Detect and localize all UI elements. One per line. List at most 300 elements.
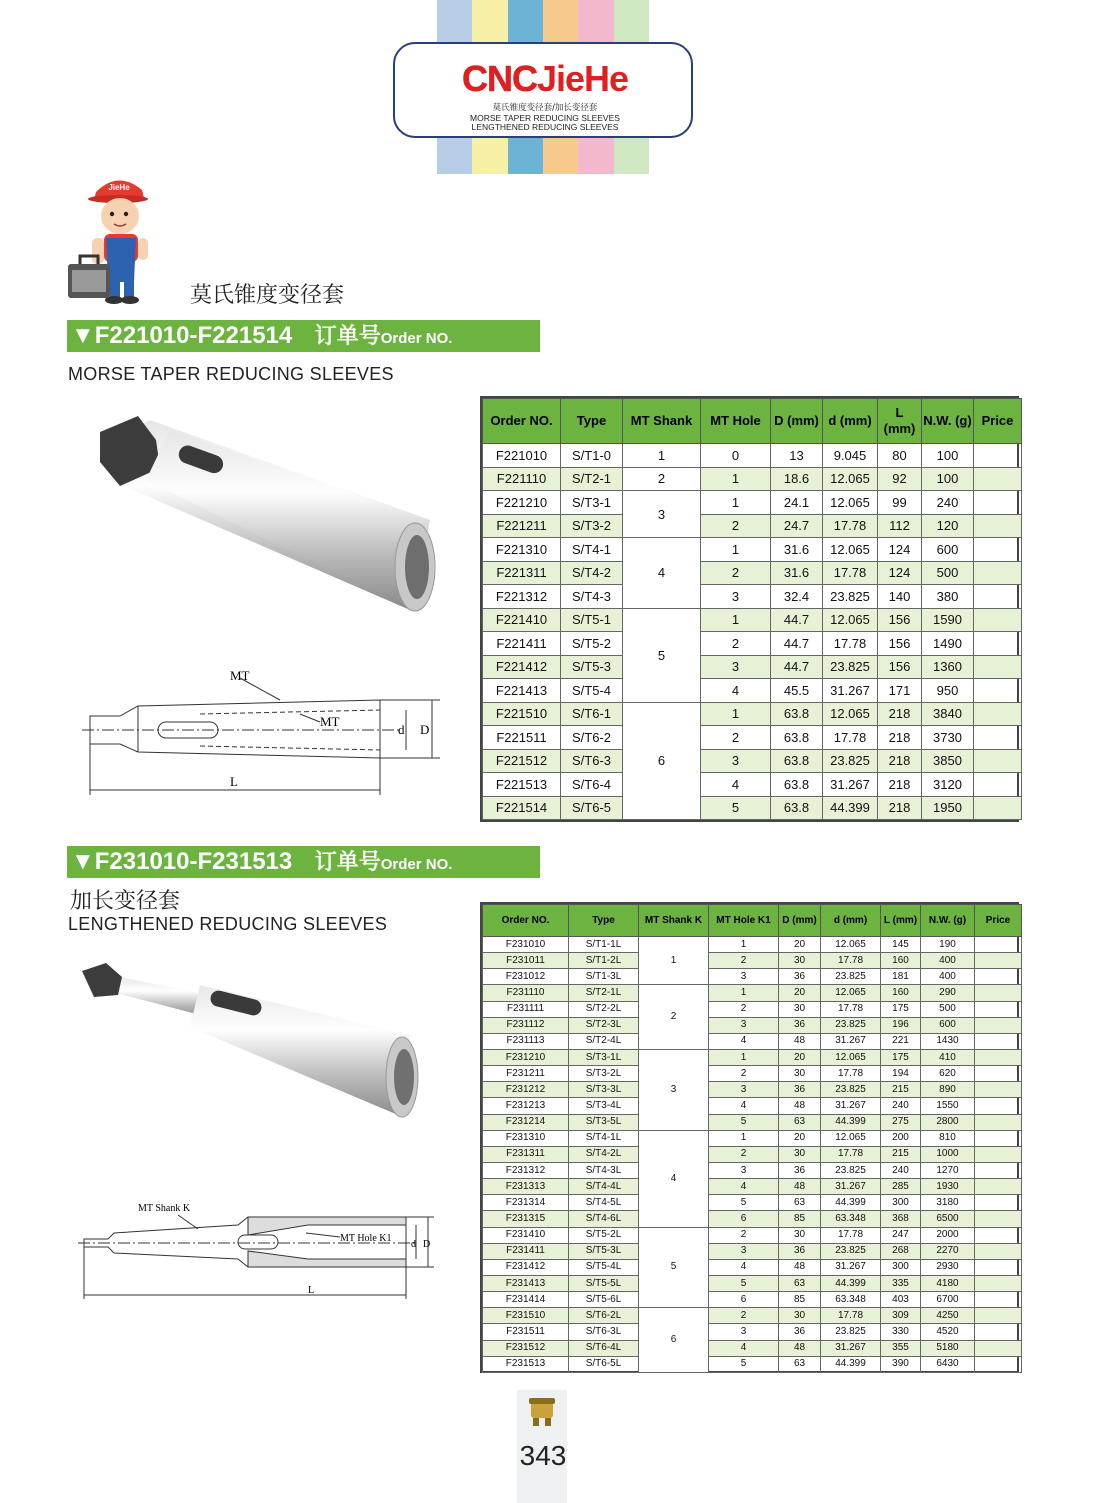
table2-row bbox=[483, 1195, 1022, 1211]
table1-cell: 63.8 bbox=[771, 773, 823, 797]
table1-cell: 12.065 bbox=[823, 538, 878, 562]
table2-cell: 4 bbox=[709, 1033, 779, 1049]
table1-cell: 99 bbox=[878, 491, 922, 515]
table1-cell: 240 bbox=[922, 491, 974, 515]
table2-row bbox=[483, 1146, 1022, 1162]
table1-row bbox=[483, 444, 1022, 468]
table1-cell bbox=[974, 702, 1022, 726]
drawing1-label-L: L bbox=[230, 774, 238, 789]
table1-cell bbox=[974, 773, 1022, 797]
table2-cell: 6430 bbox=[921, 1356, 975, 1372]
table2-cell: 17.78 bbox=[821, 1146, 881, 1162]
section1-order-bar bbox=[67, 320, 540, 352]
table2-cell: F231312 bbox=[483, 1162, 569, 1178]
table2-cell: S/T5-5L bbox=[569, 1275, 639, 1291]
table2-cell: F231214 bbox=[483, 1114, 569, 1130]
table1-cell: 92 bbox=[878, 467, 922, 491]
table2-cell: F231413 bbox=[483, 1275, 569, 1291]
table2-cell: S/T1-2L bbox=[569, 953, 639, 969]
table2-cell: S/T6-2L bbox=[569, 1308, 639, 1324]
table1-cell: 31.267 bbox=[823, 773, 878, 797]
table2-cell: 240 bbox=[881, 1098, 921, 1114]
table2-cell bbox=[975, 1308, 1022, 1324]
table1-header-row bbox=[483, 399, 1022, 444]
page-number: 343 bbox=[519, 1440, 567, 1471]
table2-cell: 2 bbox=[709, 1066, 779, 1082]
table2-header-row bbox=[483, 905, 1022, 937]
table1-cell: 140 bbox=[878, 585, 922, 609]
table2-cell: 600 bbox=[921, 1017, 975, 1033]
table2-cell: 23.825 bbox=[821, 1017, 881, 1033]
table2-cell: 1 bbox=[709, 1130, 779, 1146]
table2-cell: 368 bbox=[881, 1211, 921, 1227]
table2-cell: 31.267 bbox=[821, 1179, 881, 1195]
table2-header-cell: N.W. (g) bbox=[921, 905, 975, 937]
table1-row bbox=[483, 467, 1022, 491]
table2-cell: 196 bbox=[881, 1017, 921, 1033]
drawing1-label-D: D bbox=[420, 722, 430, 737]
table2-cell: 44.399 bbox=[821, 1275, 881, 1291]
table2-cell: F231313 bbox=[483, 1179, 569, 1195]
table1-cell: 24.7 bbox=[771, 514, 823, 538]
table1-cell: S/T5-3 bbox=[561, 655, 623, 679]
table1-cell: 17.78 bbox=[823, 726, 878, 750]
table2-cell: 285 bbox=[881, 1179, 921, 1195]
table1-cell: 3 bbox=[701, 585, 771, 609]
table1-cell: 112 bbox=[878, 514, 922, 538]
table2-cell: 23.825 bbox=[821, 969, 881, 985]
table1-cell: S/T5-4 bbox=[561, 679, 623, 703]
table1-header-cell: D (mm) bbox=[771, 399, 823, 444]
table2-cell: 5180 bbox=[921, 1340, 975, 1356]
table1-cell: 2 bbox=[701, 632, 771, 656]
table2-cell bbox=[975, 1162, 1022, 1178]
table2-row bbox=[483, 985, 1022, 1001]
table-morse-taper bbox=[480, 396, 1019, 822]
table1-cell: 45.5 bbox=[771, 679, 823, 703]
table2-header-cell: d (mm) bbox=[821, 905, 881, 937]
table1-cell: S/T6-4 bbox=[561, 773, 623, 797]
table1-header-cell: MT Shank bbox=[623, 399, 701, 444]
table1-cell: S/T6-5 bbox=[561, 796, 623, 820]
table1-cell: F221413 bbox=[483, 679, 561, 703]
section2-order-zh: 订单号 bbox=[314, 850, 381, 875]
table2-cell: F231113 bbox=[483, 1033, 569, 1049]
logo-subtitle-en-1: MORSE TAPER REDUCING SLEEVES bbox=[470, 113, 620, 123]
table2-row bbox=[483, 1227, 1022, 1243]
table2-row bbox=[483, 1017, 1022, 1033]
table1-cell bbox=[974, 632, 1022, 656]
table2-cell: 810 bbox=[921, 1130, 975, 1146]
table1-cell: 80 bbox=[878, 444, 922, 468]
table1-cell-mt-shank: 3 bbox=[623, 491, 701, 538]
table2-cell: 5 bbox=[709, 1195, 779, 1211]
table2-cell: 12.065 bbox=[821, 1130, 881, 1146]
table1-cell: 1 bbox=[701, 467, 771, 491]
table2-cell: 175 bbox=[881, 1049, 921, 1065]
table1-cell: 23.825 bbox=[823, 749, 878, 773]
table2-cell: S/T2-3L bbox=[569, 1017, 639, 1033]
drawing2-label-shank: MT Shank K bbox=[138, 1203, 191, 1214]
table2-cell bbox=[975, 937, 1022, 953]
drawing1-label-mt-inner: MT bbox=[320, 714, 340, 729]
table1-cell: 31.6 bbox=[771, 538, 823, 562]
table2-row bbox=[483, 1033, 1022, 1049]
table2-cell bbox=[975, 1033, 1022, 1049]
table1-header-cell: MT Hole bbox=[701, 399, 771, 444]
table2-cell: 1430 bbox=[921, 1033, 975, 1049]
table2-cell: F231111 bbox=[483, 1001, 569, 1017]
table2-cell: 500 bbox=[921, 1001, 975, 1017]
table2-cell: F231010 bbox=[483, 937, 569, 953]
table1-row bbox=[483, 679, 1022, 703]
table2-row bbox=[483, 1066, 1022, 1082]
table1-cell: 0 bbox=[701, 444, 771, 468]
table2-cell-mt-shank: 3 bbox=[639, 1049, 709, 1130]
table1-cell: 18.6 bbox=[771, 467, 823, 491]
table1-cell: F221412 bbox=[483, 655, 561, 679]
table2-cell-mt-shank: 5 bbox=[639, 1227, 709, 1308]
table1-cell: 24.1 bbox=[771, 491, 823, 515]
table1-cell-mt-shank: 5 bbox=[623, 608, 701, 702]
table2-cell: S/T4-3L bbox=[569, 1162, 639, 1178]
table1-cell: 13 bbox=[771, 444, 823, 468]
table1-cell: 218 bbox=[878, 796, 922, 820]
table1-cell: 17.78 bbox=[823, 632, 878, 656]
table2-header-cell: Type bbox=[569, 905, 639, 937]
table2-cell: S/T5-3L bbox=[569, 1243, 639, 1259]
table1-row bbox=[483, 702, 1022, 726]
table2-cell: S/T2-2L bbox=[569, 1001, 639, 1017]
table2-row bbox=[483, 1162, 1022, 1178]
table1-cell: 156 bbox=[878, 632, 922, 656]
table1-cell: S/T5-2 bbox=[561, 632, 623, 656]
table1-cell: S/T4-2 bbox=[561, 561, 623, 585]
table2-cell: 160 bbox=[881, 953, 921, 969]
table1-cell: 156 bbox=[878, 655, 922, 679]
table2-cell: 247 bbox=[881, 1227, 921, 1243]
table2-cell: 31.267 bbox=[821, 1340, 881, 1356]
table2-cell: 290 bbox=[921, 985, 975, 1001]
table2-cell: 5 bbox=[709, 1356, 779, 1372]
table2-cell: 63 bbox=[779, 1195, 821, 1211]
table2-cell: 36 bbox=[779, 1082, 821, 1098]
table1-cell: 44.7 bbox=[771, 608, 823, 632]
table2-cell: 44.399 bbox=[821, 1356, 881, 1372]
table2-header-cell: MT Hole K1 bbox=[709, 905, 779, 937]
table2-cell: 30 bbox=[779, 1146, 821, 1162]
table2-cell: 44.399 bbox=[821, 1195, 881, 1211]
table1-cell: F221210 bbox=[483, 491, 561, 515]
table2-cell: 30 bbox=[779, 1308, 821, 1324]
table2-cell: 403 bbox=[881, 1292, 921, 1308]
table2-cell: S/T3-4L bbox=[569, 1098, 639, 1114]
table2-cell: F231211 bbox=[483, 1066, 569, 1082]
table2-cell: 215 bbox=[881, 1146, 921, 1162]
table1-cell: S/T2-1 bbox=[561, 467, 623, 491]
drawing2-label-d: d bbox=[411, 1239, 416, 1250]
table2-cell: 300 bbox=[881, 1259, 921, 1275]
table1-cell: 3730 bbox=[922, 726, 974, 750]
table1-cell: 12.065 bbox=[823, 491, 878, 515]
drawing2-label-L: L bbox=[308, 1285, 315, 1296]
table2-cell: 2 bbox=[709, 1227, 779, 1243]
table2-cell: 31.267 bbox=[821, 1098, 881, 1114]
table2-cell: 30 bbox=[779, 953, 821, 969]
table2-cell bbox=[975, 1017, 1022, 1033]
table1-cell: 23.825 bbox=[823, 655, 878, 679]
logo-brand-text: JieHe bbox=[536, 58, 629, 99]
table2-cell bbox=[975, 1324, 1022, 1340]
table2-cell: F231213 bbox=[483, 1098, 569, 1114]
table1-cell: 3120 bbox=[922, 773, 974, 797]
table2-cell: 30 bbox=[779, 1227, 821, 1243]
table2-cell: 620 bbox=[921, 1066, 975, 1082]
brand-logo bbox=[395, 58, 695, 100]
table2-cell: 20 bbox=[779, 985, 821, 1001]
table2-row bbox=[483, 1292, 1022, 1308]
table1-cell: 3840 bbox=[922, 702, 974, 726]
table2-cell bbox=[975, 985, 1022, 1001]
table2-cell: 1 bbox=[709, 985, 779, 1001]
table1-cell: S/T4-1 bbox=[561, 538, 623, 562]
table2-cell: 2 bbox=[709, 1001, 779, 1017]
table2-cell: F231412 bbox=[483, 1259, 569, 1275]
table1-cell: 156 bbox=[878, 608, 922, 632]
table2-cell: F231212 bbox=[483, 1082, 569, 1098]
table2-row bbox=[483, 1243, 1022, 1259]
table2-cell bbox=[975, 1275, 1022, 1291]
table2-cell bbox=[975, 1195, 1022, 1211]
table2-cell: F231210 bbox=[483, 1049, 569, 1065]
table1-cell: 1 bbox=[701, 538, 771, 562]
table2-cell: 48 bbox=[779, 1340, 821, 1356]
table2-cell: 44.399 bbox=[821, 1114, 881, 1130]
table2-cell: 20 bbox=[779, 1130, 821, 1146]
table1-cell: 1 bbox=[701, 491, 771, 515]
table1-cell: S/T3-2 bbox=[561, 514, 623, 538]
table2-cell: S/T3-2L bbox=[569, 1066, 639, 1082]
mascot-illustration bbox=[66, 172, 166, 312]
table1-cell: 9.045 bbox=[823, 444, 878, 468]
table1-cell: 2 bbox=[701, 726, 771, 750]
table1-cell: 124 bbox=[878, 538, 922, 562]
table2-cell: 3180 bbox=[921, 1195, 975, 1211]
table2-cell: 1270 bbox=[921, 1162, 975, 1178]
table2-cell: 63 bbox=[779, 1356, 821, 1372]
table1-cell: 4 bbox=[701, 773, 771, 797]
table1-cell: F221511 bbox=[483, 726, 561, 750]
table1-row bbox=[483, 514, 1022, 538]
table1-cell: S/T6-2 bbox=[561, 726, 623, 750]
table1-cell: F221312 bbox=[483, 585, 561, 609]
table1-cell: 63.8 bbox=[771, 726, 823, 750]
table1-cell: F221514 bbox=[483, 796, 561, 820]
table2-cell bbox=[975, 1243, 1022, 1259]
table2-cell: 2 bbox=[709, 1308, 779, 1324]
table1-cell: F221310 bbox=[483, 538, 561, 562]
table2-row bbox=[483, 1130, 1022, 1146]
table1-cell: 1490 bbox=[922, 632, 974, 656]
table1-cell: 31.6 bbox=[771, 561, 823, 585]
table2-cell: 3 bbox=[709, 969, 779, 985]
table-morse-taper-grid bbox=[482, 398, 1022, 820]
table2-cell: 890 bbox=[921, 1082, 975, 1098]
table2-cell: 30 bbox=[779, 1066, 821, 1082]
section1-en-title: MORSE TAPER REDUCING SLEEVES bbox=[68, 364, 394, 384]
table1-cell: 12.065 bbox=[823, 467, 878, 491]
table2-cell: 5 bbox=[709, 1114, 779, 1130]
table2-row bbox=[483, 969, 1022, 985]
table1-cell: 3 bbox=[701, 749, 771, 773]
table2-cell: 400 bbox=[921, 953, 975, 969]
table1-cell: 5 bbox=[701, 796, 771, 820]
table2-cell: 12.065 bbox=[821, 985, 881, 1001]
table2-cell: 4250 bbox=[921, 1308, 975, 1324]
table1-cell: 100 bbox=[922, 467, 974, 491]
table2-cell: 2930 bbox=[921, 1259, 975, 1275]
table2-cell: 4180 bbox=[921, 1275, 975, 1291]
table1-cell: F221410 bbox=[483, 608, 561, 632]
table1-cell bbox=[974, 561, 1022, 585]
table1-cell: F221512 bbox=[483, 749, 561, 773]
table2-cell: 36 bbox=[779, 1017, 821, 1033]
table2-cell: F231513 bbox=[483, 1356, 569, 1372]
logo-cnc-text: CNC bbox=[461, 58, 537, 99]
table2-cell: 23.825 bbox=[821, 1082, 881, 1098]
table1-cell: 171 bbox=[878, 679, 922, 703]
table1-cell bbox=[974, 749, 1022, 773]
table1-row bbox=[483, 538, 1022, 562]
logo-subtitle-en-2: LENGTHENED REDUCING SLEEVES bbox=[471, 122, 619, 132]
table2-row bbox=[483, 953, 1022, 969]
table1-cell: F221010 bbox=[483, 444, 561, 468]
table1-row bbox=[483, 773, 1022, 797]
table2-cell: 36 bbox=[779, 969, 821, 985]
table1-cell: F221513 bbox=[483, 773, 561, 797]
table2-cell: 181 bbox=[881, 969, 921, 985]
section2-zh-title: 加长变径套 bbox=[70, 889, 181, 914]
table2-cell: 1930 bbox=[921, 1179, 975, 1195]
table2-cell: 3 bbox=[709, 1162, 779, 1178]
table2-row bbox=[483, 1001, 1022, 1017]
logo-subtitle-zh: 莫氏锥度变径套/加长变径套 bbox=[492, 103, 598, 113]
table1-header-cell: Order NO. bbox=[483, 399, 561, 444]
table2-cell: F231112 bbox=[483, 1017, 569, 1033]
table2-cell: F231510 bbox=[483, 1308, 569, 1324]
table2-cell: 215 bbox=[881, 1082, 921, 1098]
drawing2-label-hole: MT Hole K1 bbox=[340, 1233, 392, 1244]
table2-cell: 330 bbox=[881, 1324, 921, 1340]
table2-row bbox=[483, 1324, 1022, 1340]
table2-row bbox=[483, 1275, 1022, 1291]
section1-zh-title: 莫氏锥度变径套 bbox=[190, 283, 345, 308]
table1-cell: 1 bbox=[701, 702, 771, 726]
product-image-lengthened-sleeve bbox=[80, 955, 430, 1125]
table1-cell-mt-shank: 2 bbox=[623, 467, 701, 491]
table2-cell: S/T6-5L bbox=[569, 1356, 639, 1372]
product-image-morse-sleeve bbox=[90, 410, 450, 620]
table1-cell: 3 bbox=[701, 655, 771, 679]
table1-cell: 218 bbox=[878, 702, 922, 726]
table1-cell: 44.7 bbox=[771, 632, 823, 656]
table2-cell: F231411 bbox=[483, 1243, 569, 1259]
brand-logo-box bbox=[393, 42, 693, 138]
table2-cell: S/T5-2L bbox=[569, 1227, 639, 1243]
table2-cell: 6700 bbox=[921, 1292, 975, 1308]
table2-cell bbox=[975, 1340, 1022, 1356]
table2-cell: 190 bbox=[921, 937, 975, 953]
table2-cell: F231511 bbox=[483, 1324, 569, 1340]
table1-cell: S/T4-3 bbox=[561, 585, 623, 609]
table2-cell: 309 bbox=[881, 1308, 921, 1324]
table2-header-cell: D (mm) bbox=[779, 905, 821, 937]
table2-cell: S/T4-5L bbox=[569, 1195, 639, 1211]
table1-row bbox=[483, 608, 1022, 632]
table2-row bbox=[483, 1179, 1022, 1195]
table2-cell: S/T5-4L bbox=[569, 1259, 639, 1275]
table2-cell bbox=[975, 1356, 1022, 1372]
table2-cell: F231110 bbox=[483, 985, 569, 1001]
table1-cell: 32.4 bbox=[771, 585, 823, 609]
table1-cell: F221510 bbox=[483, 702, 561, 726]
table2-cell bbox=[975, 1211, 1022, 1227]
table1-header-cell: L (mm) bbox=[878, 399, 922, 444]
section2-order-en: Order NO. bbox=[380, 856, 453, 873]
table2-cell: 2800 bbox=[921, 1114, 975, 1130]
table1-header-cell: d (mm) bbox=[823, 399, 878, 444]
table1-cell bbox=[974, 585, 1022, 609]
table1-row bbox=[483, 655, 1022, 679]
table2-cell: S/T4-4L bbox=[569, 1179, 639, 1195]
table1-header-cell: N.W. (g) bbox=[922, 399, 974, 444]
table2-cell: 63 bbox=[779, 1275, 821, 1291]
table2-cell: S/T1-1L bbox=[569, 937, 639, 953]
table1-cell: S/T3-1 bbox=[561, 491, 623, 515]
table2-cell-mt-shank: 2 bbox=[639, 985, 709, 1050]
table2-header-cell: L (mm) bbox=[881, 905, 921, 937]
table2-cell: S/T6-3L bbox=[569, 1324, 639, 1340]
table2-cell: 48 bbox=[779, 1259, 821, 1275]
table2-row bbox=[483, 1098, 1022, 1114]
table2-cell: 23.825 bbox=[821, 1162, 881, 1178]
table2-cell: 63.348 bbox=[821, 1292, 881, 1308]
table1-cell: 12.065 bbox=[823, 608, 878, 632]
table2-cell: S/T1-3L bbox=[569, 969, 639, 985]
table2-cell: 23.825 bbox=[821, 1243, 881, 1259]
table2-cell: 17.78 bbox=[821, 953, 881, 969]
table1-cell: 100 bbox=[922, 444, 974, 468]
table1-cell-mt-shank: 1 bbox=[623, 444, 701, 468]
table2-cell: 2 bbox=[709, 953, 779, 969]
table2-cell: F231311 bbox=[483, 1146, 569, 1162]
table2-cell: 355 bbox=[881, 1340, 921, 1356]
table2-row bbox=[483, 1049, 1022, 1065]
drawing1-label-mt-outer: MT bbox=[230, 668, 250, 683]
table2-cell: 390 bbox=[881, 1356, 921, 1372]
table1-cell: 218 bbox=[878, 773, 922, 797]
table1-header-cell: Type bbox=[561, 399, 623, 444]
table2-cell: 4 bbox=[709, 1340, 779, 1356]
table1-cell: 17.78 bbox=[823, 514, 878, 538]
table2-cell: 36 bbox=[779, 1243, 821, 1259]
table2-cell bbox=[975, 1146, 1022, 1162]
technical-drawing-lengthened bbox=[78, 1195, 448, 1305]
table2-cell bbox=[975, 1114, 1022, 1130]
table2-header-cell: Order NO. bbox=[483, 905, 569, 937]
table2-cell: 6 bbox=[709, 1292, 779, 1308]
table2-cell: 1000 bbox=[921, 1146, 975, 1162]
